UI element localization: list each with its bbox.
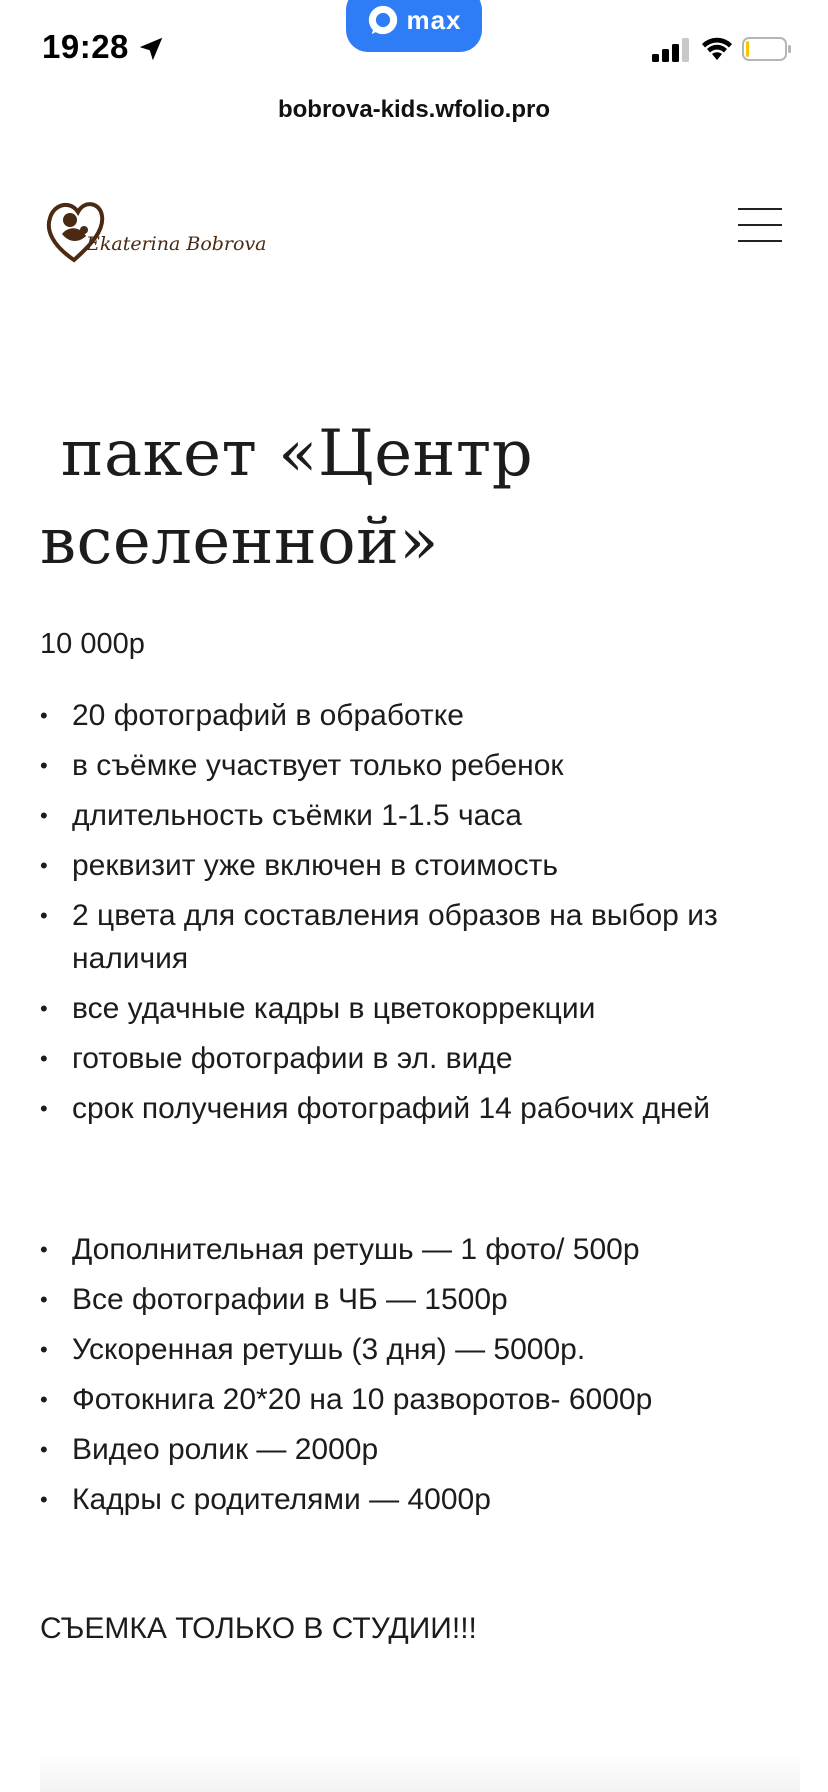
image-preview-edge [40,1752,800,1792]
cellular-signal-icon [652,38,692,62]
studio-only-note: СЪЕМКА ТОЛЬКО В СТУДИИ!!! [40,1612,477,1645]
location-arrow-icon [136,34,166,64]
list-item: • Дополнительная ретушь — 1 фото/ 500р [40,1228,800,1271]
wifi-icon [700,36,734,62]
svg-text:Ekaterina Bobrova: Ekaterina Bobrova [86,233,267,255]
list-item: • Ускоренная ретушь (3 дня) — 5000р. [40,1328,800,1371]
package-title [40,410,800,586]
list-item: • все удачные кадры в цветокоррекции [40,987,800,1030]
list-item: • длительность съёмки 1-1.5 часа [40,794,800,837]
list-item: • Кадры с родителями — 4000р [40,1478,800,1521]
hamburger-menu-icon[interactable] [738,208,782,244]
max-logo-icon [366,3,400,37]
browser-url[interactable]: bobrova-kids.wfolio.pro [277,96,550,123]
list-item: • 2 цвета для составления образов на выбор из наличия [40,894,800,980]
max-app-badge[interactable] [346,0,482,52]
list-item: • Видео ролик — 2000р [40,1428,800,1471]
extras-list [40,1228,800,1521]
included-list [40,694,800,1130]
list-item: • 20 фотографий в обработке [40,694,800,737]
list-item: • реквизит уже включен в стоимость [40,844,800,887]
package-price: 10 000р [40,628,145,660]
battery-icon [742,36,792,62]
list-item: • готовые фотографии в эл. виде [40,1037,800,1080]
list-item: • Фотокнига 20*20 на 10 разворотов- 6000р [40,1378,800,1421]
list-item: • срок получения фотографий 14 рабочих дней [40,1087,800,1130]
package-content [40,410,800,1651]
site-header [0,180,828,280]
max-badge-label: max [406,4,462,35]
site-logo[interactable] [44,190,267,270]
status-bar [0,0,828,123]
list-item: • Все фотографии в ЧБ — 1500р [40,1278,800,1321]
package-title-line1: пакет «Центр [40,417,534,491]
package-title-line2: вселенной» [40,505,439,579]
list-item: • в съёмке участвует только ребенок [40,744,800,787]
status-time: 19:28 [42,28,129,65]
